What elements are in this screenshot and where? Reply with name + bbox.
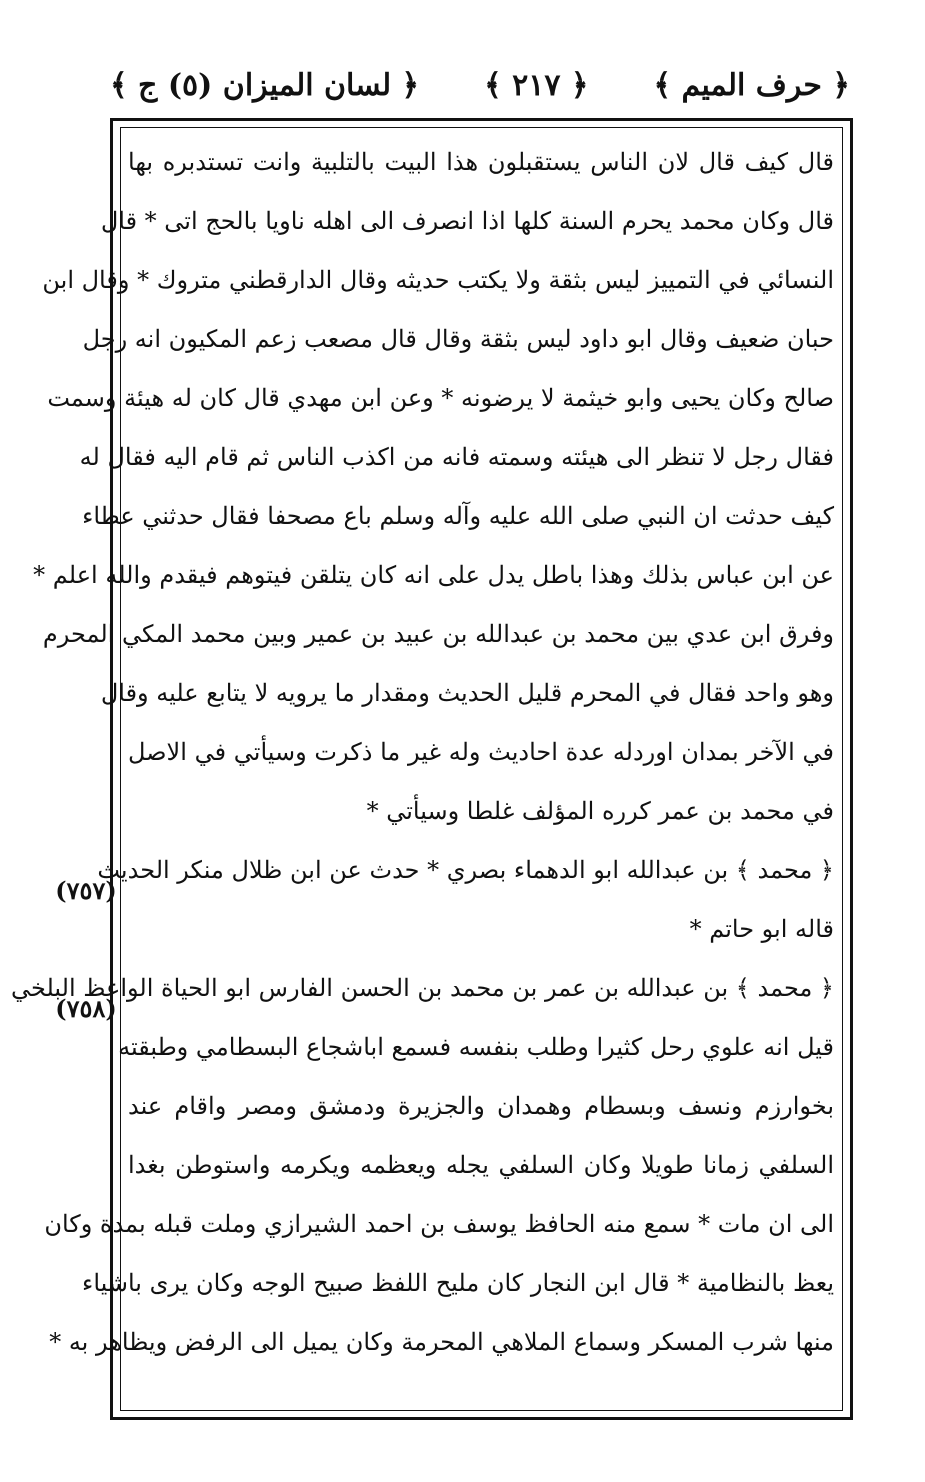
text-line: النسائي في التمييز ليس بثقة ولا يكتب حديثه وقال الدارقطني متروك * وقال ابن	[42, 266, 834, 294]
text-line: في محمد بن عمر كرره المؤلف غلطا وسيأتي *	[366, 797, 834, 825]
text-line: يعظ بالنظامية * قال ابن النجار كان مليح اللفظ صبيح الوجه وكان يرى باشياء	[82, 1269, 834, 1297]
entry-number: (٧٥٧)	[55, 876, 117, 905]
text-line: كيف حدثت ان النبي صلى الله عليه وآله وسلم باع مصحفا فقال حدثني عطاء	[82, 502, 834, 530]
text-line: منها شرب المسكر وسماع الملاهي المحرمة وكان يميل الى الرفض ويظاهر به *	[49, 1328, 834, 1356]
page-header	[110, 60, 850, 110]
text-line: قيل انه علوي رحل كثيرا وطلب بنفسه فسمع اباشجاع البسطامي وطبقته	[118, 1033, 834, 1061]
text-line: حبان ضعيف وقال ابو داود ليس بثقة وقال قال مصعب زعم المكيون انه رجل	[82, 325, 834, 353]
text-line: الى ان مات * سمع منه الحافظ يوسف بن احمد الشيرازي وملت قبله بمدة وكان	[44, 1210, 834, 1238]
text-line: قال وكان محمد يحرم السنة كلها اذا انصرف الى اهله ناويا بالحج اتى * قال	[100, 207, 834, 235]
header-chapter-title: ﴿ حرف الميم ﴾	[653, 67, 850, 103]
text-line: عن ابن عباس بذلك وهذا باطل يدل على انه كان يتلقن فيتوهم فيقدم والله اعلم *	[33, 561, 834, 589]
text-line: ﴿ محمد ﴾ بن عبدالله بن عمر بن محمد بن الحسن الفارس ابو الحياة الواعظ البلخي	[10, 974, 834, 1002]
text-line: وهو واحد فقال في المحرم قليل الحديث ومقدار ما يرويه لا يتابع عليه وقال	[100, 679, 834, 707]
text-line: قاله ابو حاتم *	[689, 915, 834, 943]
text-line: ﴿ محمد ﴾ بن عبدالله ابو الدهماء بصري * حدث عن ابن ظلال منكر الحديث	[97, 856, 834, 884]
text-line: قال كيف قال لان الناس يستقبلون هذا البيت بالتلبية وانت تستدبره بها	[128, 148, 834, 176]
text-line: فقال رجل لا تنظر الى هيئته وسمته فانه من اكذب الناس ثم قام اليه فقال له	[79, 443, 834, 471]
page-number: ﴿ ٢١٧ ﴾	[484, 67, 589, 103]
text-line: في الآخر بمدان اوردله عدة احاديث وله غير ما ذكرت وسيأتي في الاصل	[128, 738, 834, 766]
text-line: وفرق ابن عدي بين محمد بن عبدالله بن عبيد بن عمير وبين محمد المكي المحرم	[42, 620, 834, 648]
text-line: السلفي زمانا طويلا وكان السلفي يجله ويعظمه ويكرمه واستوطن بغدا	[128, 1151, 834, 1179]
header-volume-title: ﴿ لسان الميزان (٥) ج ﴾	[110, 67, 420, 103]
text-line: بخوارزم ونسف وبسطام وهمدان والجزيرة ودمشق ومصر واقام عند	[128, 1092, 834, 1120]
text-line: صالح وكان يحيى وابو خيثمة لا يرضونه * وعن ابن مهدي قال كان له هيئة وسمت	[47, 384, 834, 412]
entry-number: (٧٥٨)	[55, 994, 117, 1023]
